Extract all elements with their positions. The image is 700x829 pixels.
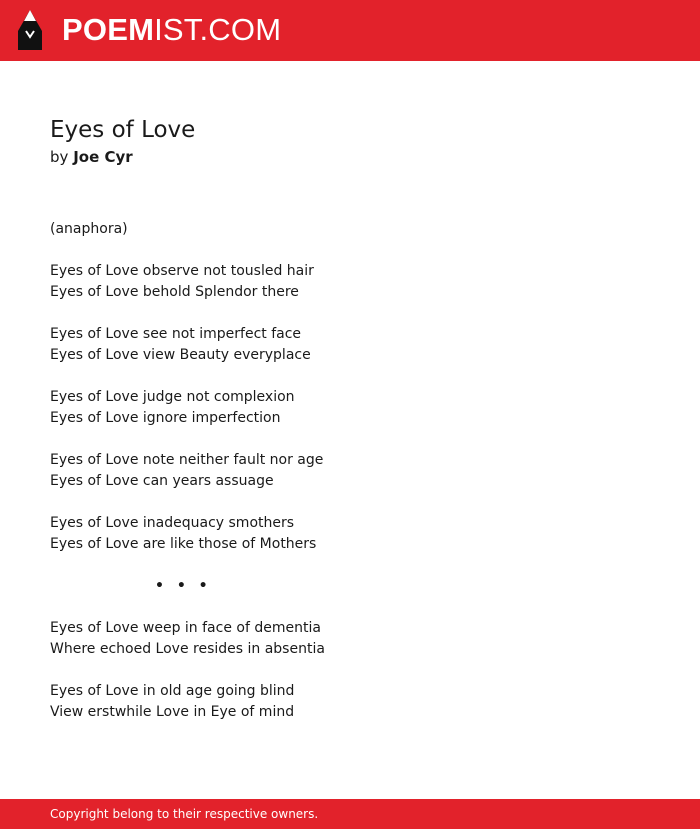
poem-body	[50, 219, 650, 723]
by-label: by	[50, 148, 69, 166]
poem-line: Eyes of Love note neither fault nor age	[50, 452, 324, 468]
poem-line: Where echoed Love resides in absentia	[50, 641, 325, 657]
poem-line: Eyes of Love observe not tousled hair	[50, 263, 314, 279]
site-footer	[0, 799, 700, 829]
stanza-break	[50, 660, 650, 681]
poem-title: Eyes of Love	[50, 117, 196, 143]
section-divider-dots: • • •	[155, 578, 212, 594]
stanza-break	[50, 492, 650, 513]
poem-header	[50, 114, 650, 168]
logo-text-light: IST.COM	[154, 12, 282, 47]
stanza-break	[50, 366, 650, 387]
poem-line: Eyes of Love inadequacy smothers	[50, 515, 295, 531]
stanza-break	[50, 429, 650, 450]
stanza-break	[50, 555, 650, 576]
copyright-notice: Copyright belong to their respective owners.	[50, 807, 319, 821]
byline	[50, 146, 650, 168]
site-logo[interactable]	[62, 13, 281, 47]
stanza-break	[50, 303, 650, 324]
pencil-icon[interactable]	[17, 9, 43, 51]
poem-line: Eyes of Love judge not complexion	[50, 389, 295, 405]
stanza-break	[50, 240, 650, 261]
poem-line: Eyes of Love see not imperfect face	[50, 326, 302, 342]
stanza-break	[50, 597, 650, 618]
poem-line: Eyes of Love in old age going blind	[50, 683, 295, 699]
author-name: Joe Cyr	[73, 148, 133, 166]
poem-line: Eyes of Love view Beauty everyplace	[50, 347, 311, 363]
poem-line: (anaphora)	[50, 221, 128, 237]
logo-text-bold: POEM	[62, 12, 155, 47]
poem-line: Eyes of Love are like those of Mothers	[50, 536, 317, 552]
poem-line: Eyes of Love weep in face of dementia	[50, 620, 321, 636]
site-header	[0, 0, 700, 61]
poem-line: View erstwhile Love in Eye of mind	[50, 704, 295, 720]
poem-line: Eyes of Love can years assuage	[50, 473, 274, 489]
poem-line: Eyes of Love ignore imperfection	[50, 410, 281, 426]
poem-line: Eyes of Love behold Splendor there	[50, 284, 299, 300]
